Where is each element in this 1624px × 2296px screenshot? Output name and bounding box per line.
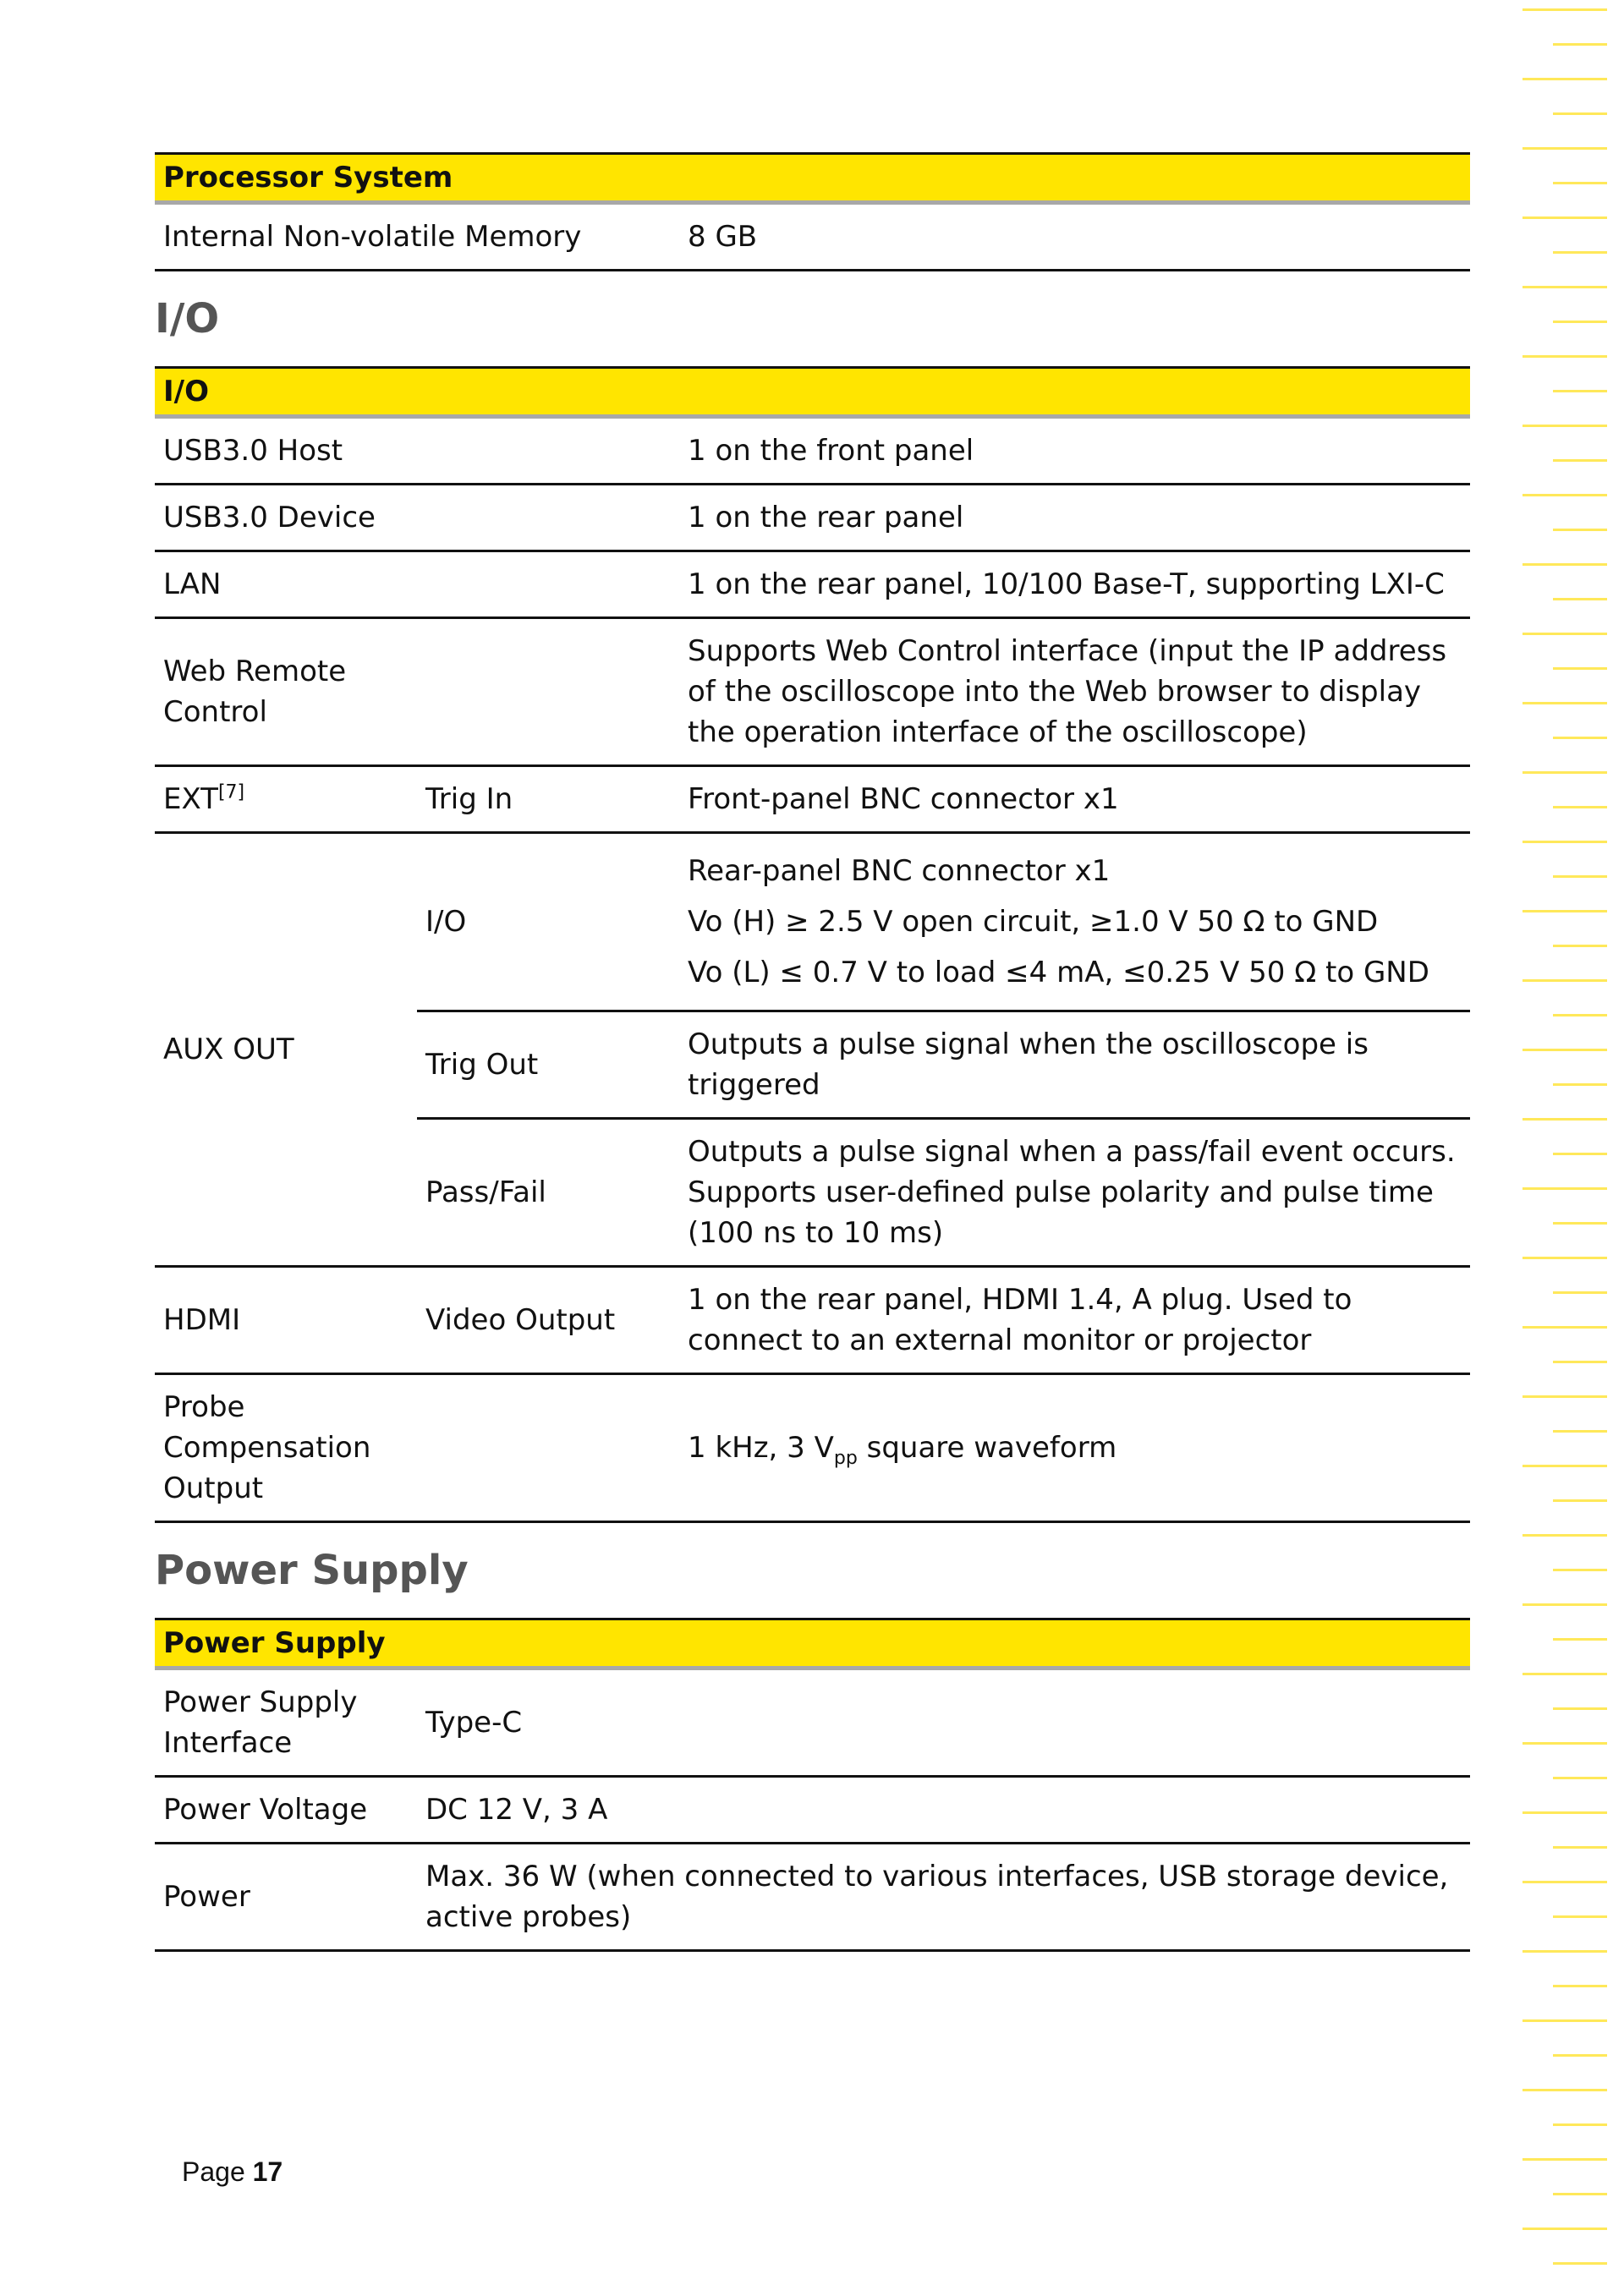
table-row bbox=[155, 766, 1470, 833]
spec-value-line: Rear-panel BNC connector x1 bbox=[688, 854, 1111, 888]
spec-value bbox=[679, 833, 1470, 1011]
spec-name: Power bbox=[155, 1844, 417, 1951]
table-row bbox=[155, 417, 1470, 485]
spec-name-line: Interface bbox=[163, 1726, 293, 1760]
power-table bbox=[155, 1618, 1470, 1952]
spec-name bbox=[155, 1374, 679, 1522]
spec-name-line: Compensation bbox=[163, 1431, 371, 1465]
spec-value-line: Vo (H) ≥ 2.5 V open circuit, ≥1.0 V 50 Ω to GND bbox=[688, 905, 1379, 939]
decorative-tick bbox=[1522, 841, 1607, 843]
decorative-tick bbox=[1553, 2054, 1607, 2057]
decorative-tick bbox=[1553, 2193, 1607, 2195]
table-row bbox=[155, 551, 1470, 618]
decorative-tick bbox=[1553, 1014, 1607, 1016]
decorative-tick bbox=[1522, 1673, 1607, 1675]
page-label: Page bbox=[182, 2156, 245, 2187]
table-row bbox=[155, 485, 1470, 551]
table-row bbox=[155, 1267, 1470, 1374]
decorative-tick bbox=[1553, 2123, 1607, 2126]
spec-value-text: square waveform bbox=[857, 1431, 1117, 1465]
decorative-tick bbox=[1553, 1291, 1607, 1294]
spec-name-line: Output bbox=[163, 1471, 264, 1505]
io-table bbox=[155, 366, 1470, 1523]
decorative-tick bbox=[1553, 321, 1607, 323]
decorative-tick bbox=[1553, 737, 1607, 739]
decorative-tick bbox=[1522, 355, 1607, 358]
decorative-tick bbox=[1522, 1257, 1607, 1259]
decorative-tick bbox=[1553, 1430, 1607, 1433]
page-number bbox=[182, 2156, 283, 2188]
decorative-tick bbox=[1522, 633, 1607, 635]
spec-value: 8 GB bbox=[679, 203, 1470, 271]
spec-name bbox=[155, 618, 679, 766]
decorative-tick bbox=[1522, 1534, 1607, 1537]
decorative-tick bbox=[1522, 1395, 1607, 1398]
decorative-tick bbox=[1522, 425, 1607, 427]
decorative-tick bbox=[1522, 8, 1607, 11]
spec-name bbox=[155, 766, 417, 833]
decorative-tick bbox=[1553, 1707, 1607, 1710]
spec-sub: Video Output bbox=[417, 1267, 679, 1374]
power-header: Power Supply bbox=[155, 1619, 1470, 1669]
decorative-tick bbox=[1553, 875, 1607, 878]
spec-value: Outputs a pulse signal when a pass/fail event occurs. Supports user-defined pulse polarity and pulse time (100 ns to 10 ms) bbox=[679, 1119, 1470, 1267]
decorative-tick bbox=[1553, 1846, 1607, 1849]
spec-name: AUX OUT bbox=[155, 833, 417, 1267]
spec-name bbox=[155, 1669, 417, 1777]
decorative-tick bbox=[1522, 2228, 1607, 2230]
decorative-tick bbox=[1522, 494, 1607, 496]
decorative-tick bbox=[1553, 1777, 1607, 1779]
io-header: I/O bbox=[155, 368, 1470, 417]
decorative-margin-lines bbox=[1531, 0, 1624, 2296]
decorative-tick bbox=[1522, 216, 1607, 219]
spec-value: 1 on the rear panel, HDMI 1.4, A plug. Used to connect to an external monitor or projector bbox=[679, 1267, 1470, 1374]
decorative-tick bbox=[1522, 1603, 1607, 1606]
spec-sub: I/O bbox=[417, 833, 679, 1011]
spec-name-line: Control bbox=[163, 695, 267, 729]
decorative-tick bbox=[1553, 390, 1607, 392]
spec-name-text: EXT bbox=[163, 782, 218, 816]
page-number-value: 17 bbox=[252, 2156, 283, 2187]
spec-value: 1 on the rear panel bbox=[679, 485, 1470, 551]
decorative-tick bbox=[1522, 1465, 1607, 1467]
spec-value: DC 12 V, 3 A bbox=[417, 1777, 1470, 1844]
decorative-tick bbox=[1553, 459, 1607, 462]
spec-value: Front-panel BNC connector x1 bbox=[679, 766, 1470, 833]
spec-value bbox=[679, 1374, 1470, 1522]
spec-value: Max. 36 W (when connected to various interfaces, USB storage device, active probes) bbox=[417, 1844, 1470, 1951]
decorative-tick bbox=[1553, 2262, 1607, 2265]
decorative-tick bbox=[1522, 78, 1607, 80]
decorative-tick bbox=[1522, 1118, 1607, 1121]
decorative-tick bbox=[1553, 806, 1607, 808]
processor-header: Processor System bbox=[155, 154, 1470, 203]
decorative-tick bbox=[1553, 598, 1607, 600]
decorative-tick bbox=[1553, 1153, 1607, 1155]
decorative-tick bbox=[1522, 2158, 1607, 2161]
spec-value: Supports Web Control interface (input the IP address of the oscilloscope into the Web browser to display the operation interface of the oscilloscope) bbox=[679, 618, 1470, 766]
spec-name: USB3.0 Device bbox=[155, 485, 679, 551]
decorative-tick bbox=[1522, 2019, 1607, 2022]
table-row bbox=[155, 833, 1470, 1011]
spec-value: Type-C bbox=[417, 1669, 1470, 1777]
spec-sub: Pass/Fail bbox=[417, 1119, 679, 1267]
table-row bbox=[155, 1669, 1470, 1777]
decorative-tick bbox=[1553, 1361, 1607, 1363]
footnote-ref: [7] bbox=[217, 781, 245, 803]
decorative-tick bbox=[1522, 1742, 1607, 1745]
spec-sub: Trig Out bbox=[417, 1011, 679, 1119]
decorative-tick bbox=[1522, 1049, 1607, 1051]
table-row bbox=[155, 203, 1470, 271]
decorative-tick bbox=[1553, 1638, 1607, 1641]
decorative-tick bbox=[1522, 286, 1607, 288]
decorative-tick bbox=[1553, 1915, 1607, 1918]
spec-name-line: Web Remote bbox=[163, 655, 347, 688]
decorative-tick bbox=[1522, 1811, 1607, 1814]
decorative-tick bbox=[1522, 702, 1607, 704]
decorative-tick bbox=[1553, 529, 1607, 531]
decorative-tick bbox=[1553, 1499, 1607, 1502]
decorative-tick bbox=[1553, 1222, 1607, 1225]
io-section-title: I/O bbox=[155, 295, 220, 342]
decorative-tick bbox=[1553, 43, 1607, 46]
decorative-tick bbox=[1522, 2089, 1607, 2091]
spec-name: Internal Non-volatile Memory bbox=[155, 203, 679, 271]
page-content bbox=[155, 152, 1470, 1952]
decorative-tick bbox=[1553, 251, 1607, 254]
spec-value: 1 on the rear panel, 10/100 Base-T, supporting LXI-C bbox=[679, 551, 1470, 618]
decorative-tick bbox=[1553, 1569, 1607, 1571]
decorative-tick bbox=[1553, 112, 1607, 115]
spec-value: Outputs a pulse signal when the oscilloscope is triggered bbox=[679, 1011, 1470, 1119]
spec-value-text: 1 kHz, 3 V bbox=[688, 1431, 834, 1465]
decorative-tick bbox=[1522, 1950, 1607, 1953]
decorative-tick bbox=[1522, 1326, 1607, 1329]
decorative-tick bbox=[1522, 910, 1607, 912]
decorative-tick bbox=[1553, 667, 1607, 670]
decorative-tick bbox=[1522, 979, 1607, 982]
spec-name: HDMI bbox=[155, 1267, 417, 1374]
spec-name-line: Power Supply bbox=[163, 1685, 358, 1719]
spec-name: Power Voltage bbox=[155, 1777, 417, 1844]
decorative-tick bbox=[1522, 563, 1607, 566]
subscript: pp bbox=[833, 1447, 858, 1469]
decorative-tick bbox=[1553, 945, 1607, 947]
table-row bbox=[155, 1844, 1470, 1951]
decorative-tick bbox=[1522, 771, 1607, 774]
decorative-tick bbox=[1553, 182, 1607, 184]
processor-table bbox=[155, 152, 1470, 271]
spec-sub: Trig In bbox=[417, 766, 679, 833]
decorative-tick bbox=[1553, 1083, 1607, 1086]
decorative-tick bbox=[1553, 1985, 1607, 1987]
table-row bbox=[155, 618, 1470, 766]
spec-value-line: Vo (L) ≤ 0.7 V to load ≤4 mA, ≤0.25 V 50 Ω to GND bbox=[688, 956, 1429, 989]
power-section-title: Power Supply bbox=[155, 1547, 469, 1594]
spec-name: USB3.0 Host bbox=[155, 417, 679, 485]
decorative-tick bbox=[1522, 147, 1607, 150]
table-row bbox=[155, 1777, 1470, 1844]
spec-name-line: Probe bbox=[163, 1390, 245, 1424]
spec-name: LAN bbox=[155, 551, 679, 618]
spec-value: 1 on the front panel bbox=[679, 417, 1470, 485]
table-row bbox=[155, 1374, 1470, 1522]
decorative-tick bbox=[1522, 1881, 1607, 1883]
decorative-tick bbox=[1522, 1187, 1607, 1190]
